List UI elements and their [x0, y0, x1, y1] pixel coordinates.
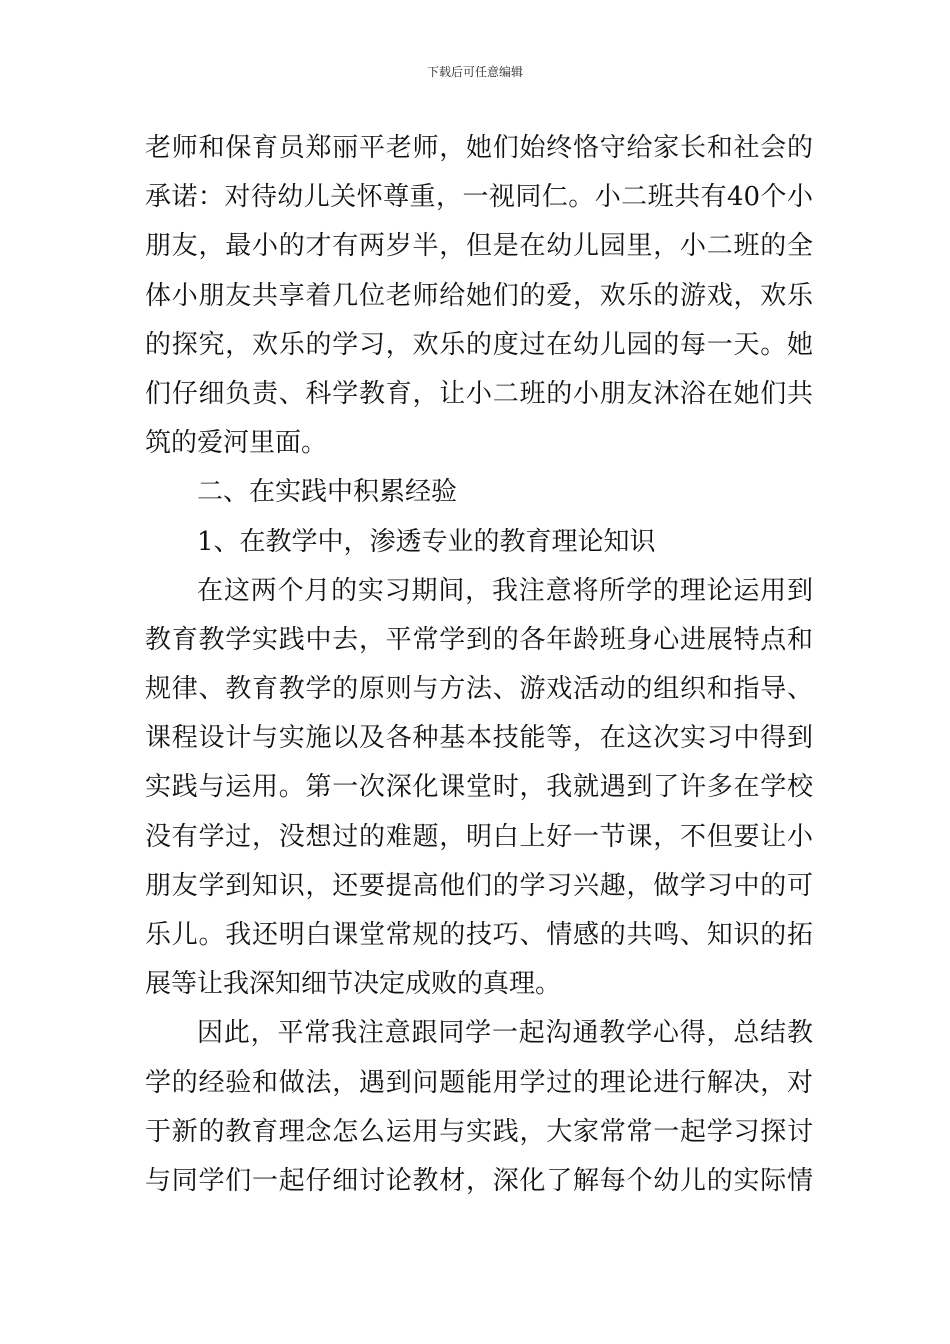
text-line: 体小朋友共享着几位老师给她们的爱，欢乐的游戏，欢乐 — [145, 280, 813, 311]
text-line: 老师和保育员郑丽平老师，她们始终恪守给家长和社会的 — [145, 133, 813, 163]
document-body — [145, 124, 813, 1206]
text-line: 承诺：对待幼儿关怀尊重，一视同仁。小二班共有40个小 — [145, 182, 813, 213]
text-line: 们仔细负责、科学教育，让小二班的小朋友沐浴在她们共 — [145, 378, 813, 409]
text-line: 实践与运用。第一次深化课堂时，我就遇到了许多在学校 — [145, 772, 813, 803]
text-line: 学的经验和做法，遇到问题能用学过的理论进行解决，对 — [145, 1067, 813, 1098]
text-line: 朋友学到知识，还要提高他们的学习兴趣，做学习中的可 — [145, 870, 813, 901]
page-header: 下载后可任意编辑 — [426, 65, 523, 79]
text-line: 展等让我深知细节决定成败的真理。 — [145, 969, 562, 1000]
text-line: 筑的爱河里面。 — [145, 428, 328, 459]
text-line: 教育教学实践中去，平常学到的各年龄班身心进展特点和 — [145, 624, 813, 655]
text-line: 规律、教育教学的原则与方法、游戏活动的组织和指导、 — [145, 674, 813, 705]
section-heading: 二、在实践中积累经验 — [197, 477, 458, 508]
subsection-heading: 1、在教学中，渗透专业的教育理论知识 — [197, 526, 656, 557]
text-line: 在这两个月的实习期间，我注意将所学的理论运用到 — [197, 575, 813, 606]
text-line: 的探究，欢乐的学习，欢乐的度过在幼儿园的每一天。她 — [145, 329, 813, 360]
text-line: 没有学过，没想过的难题，明白上好一节课，不但要让小 — [145, 821, 813, 852]
text-line: 课程设计与实施以及各种基本技能等，在这次实习中得到 — [145, 723, 813, 754]
text-line: 因此，平常我注意跟同学一起沟通教学心得，总结教 — [197, 1018, 813, 1049]
text-line: 与同学们一起仔细讨论教材，深化了解每个幼儿的实际情 — [145, 1165, 813, 1196]
text-line: 乐儿。我还明白课堂常规的技巧、情感的共鸣、知识的拓 — [145, 920, 813, 950]
text-line: 朋友，最小的才有两岁半，但是在幼儿园里，小二班的全 — [145, 231, 813, 262]
text-line: 于新的教育理念怎么运用与实践，大家常常一起学习探讨 — [145, 1116, 813, 1147]
